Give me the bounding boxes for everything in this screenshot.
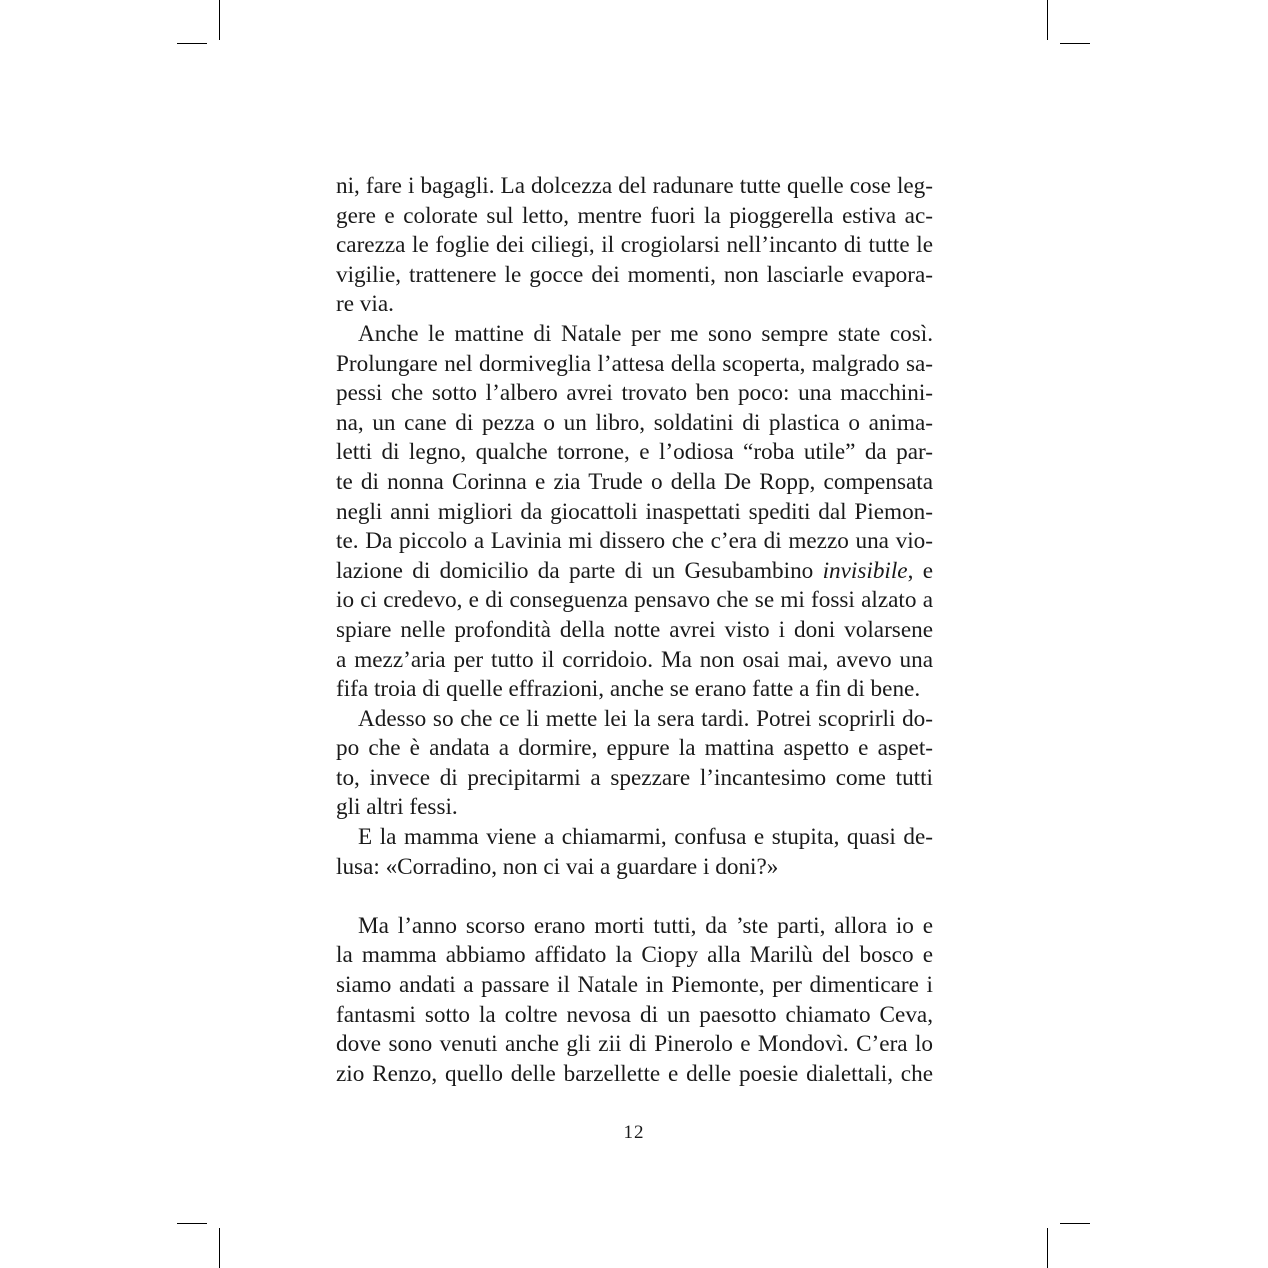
crop-mark-bottom-right-vertical	[1047, 1228, 1048, 1268]
crop-mark-bottom-left-vertical	[219, 1228, 220, 1268]
text-line: la mamma abbiamo affidato la Ciopy alla Marilù del bosco e	[336, 942, 933, 969]
text-line: te. Da piccolo a Lavinia mi dissero che c’era di mezzo una vio-	[336, 528, 933, 555]
text-line: gere e colorate sul letto, mentre fuori la pioggerella estiva ac-	[336, 202, 933, 229]
crop-mark-top-left-vertical	[219, 0, 220, 40]
text-line: siamo andati a passare il Natale in Piemonte, per dimenticare i	[336, 972, 933, 999]
text-line: Ma l’anno scorso erano morti tutti, da ’ste parti, allora io e	[358, 912, 933, 939]
crop-mark-top-left-horizontal	[177, 43, 207, 44]
italic-emphasis: invisibile	[822, 557, 908, 584]
text-line: Adesso so che ce li mette lei la sera tardi. Potrei scoprirli do-	[358, 705, 933, 732]
text-line: a mezz’aria per tutto il corridoio. Ma non osai mai, avevo una	[336, 646, 933, 673]
text-line: na, un cane di pezza o un libro, soldatini di plastica o anima-	[336, 409, 933, 436]
text-line: letti di legno, qualche torrone, e l’odiosa “roba utile” da par-	[336, 439, 933, 466]
text-line: gli altri fessi.	[336, 794, 458, 821]
text-line: E la mamma viene a chiamarmi, confusa e stupita, quasi de-	[358, 824, 933, 851]
crop-mark-bottom-left-horizontal	[177, 1223, 207, 1224]
body-text	[336, 172, 933, 1089]
text-line: Prolungare nel dormiveglia l’attesa della scoperta, malgrado sa-	[336, 350, 933, 377]
crop-mark-top-right-horizontal	[1060, 43, 1090, 44]
text-line: zio Renzo, quello delle barzellette e delle poesie dialettali, che	[336, 1060, 933, 1087]
text-line: fifa troia di quelle effrazioni, anche se erano fatte a fin di bene.	[336, 676, 921, 703]
crop-mark-top-right-vertical	[1047, 0, 1048, 40]
text-line: lazione di domicilio da parte di un Gesubambino invisibile, e	[336, 557, 933, 584]
text-line: dove sono venuti anche gli zii di Pinerolo e Mondovì. C’era lo	[336, 1031, 933, 1058]
page-number: 12	[623, 1122, 645, 1143]
text-line: spiare nelle profondità della notte avrei visto i doni volarsene	[336, 616, 933, 643]
text-line: ni, fare i bagagli. La dolcezza del radunare tutte quelle cose leg-	[336, 173, 933, 199]
text-line: io ci credevo, e di conseguenza pensavo che se mi fossi alzato a	[336, 587, 933, 614]
text-line: lusa: «Corradino, non ci vai a guardare i doni?»	[336, 853, 779, 880]
text-line: to, invece di precipitarmi a spezzare l’incantesimo come tutti	[336, 764, 933, 791]
text-line: re via.	[336, 291, 394, 318]
text-line: vigilie, trattenere le gocce dei momenti, non lasciarle evapora-	[336, 261, 933, 288]
text-line: negli anni migliori da giocattoli inaspettati spediti dal Piemon-	[336, 498, 933, 525]
text-line: te di nonna Corinna e zia Trude o della De Ropp, compensata	[336, 468, 933, 495]
text-line: carezza le foglie dei ciliegi, il crogiolarsi nell’incanto di tutte le	[336, 232, 933, 259]
text-line: fantasmi sotto la coltre nevosa di un paesotto chiamato Ceva,	[336, 1001, 933, 1028]
text-line: pessi che sotto l’albero avrei trovato ben poco: una macchini-	[336, 380, 933, 407]
text-line: po che è andata a dormire, eppure la mattina aspetto e aspet-	[336, 735, 933, 762]
crop-mark-bottom-right-horizontal	[1060, 1223, 1090, 1224]
text-line: Anche le mattine di Natale per me sono sempre state così.	[358, 320, 933, 347]
section-break	[336, 882, 933, 912]
